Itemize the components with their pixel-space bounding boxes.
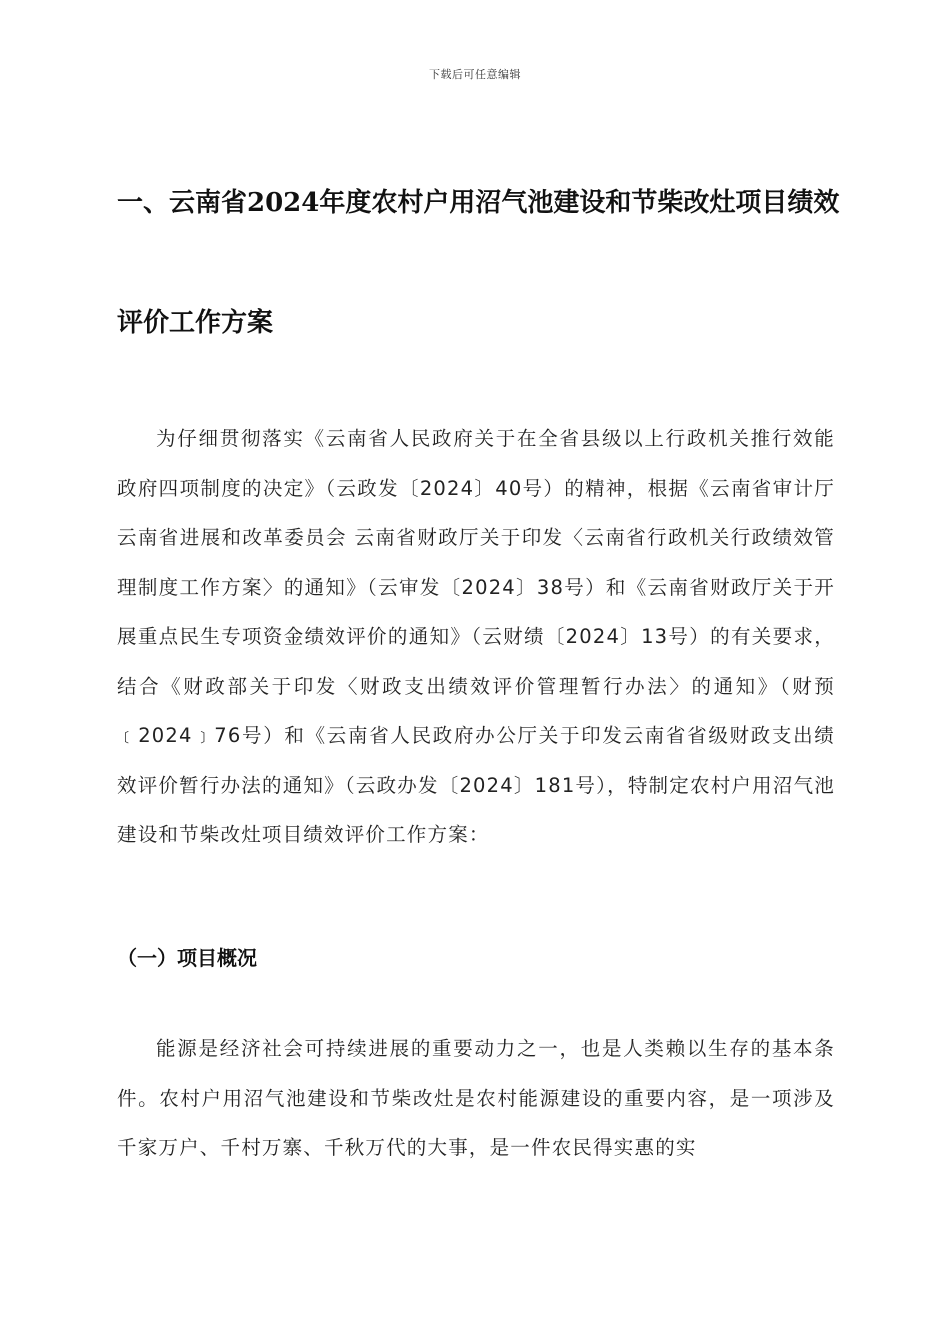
document-title-line-2: 评价工作方案	[117, 308, 274, 338]
body-paragraph-1: 为仔细贯彻落实《云南省人民政府关于在全省县级以上行政机关推行效能政府四项制度的决定》（云政发〔2024〕40号）的精神，根据《云南省审计厅 云南省进展和改革委员会 云南省财政厅关于印发〈云南省行政机关行政绩效管理制度工作方案〉的通知》（云审发〔2024〕38号）和《云南省财政厅关于开展重点民生专项资金绩效评价的通知》（云财绩〔2024〕13号）的有关要求，结合《财政部关于印发〈财政支出绩效评价管理暂行办法〉的通知》（财预﹝2024﹞76号）和《云南省人民政府办公厅关于印发云南省省级财政支出绩效评价暂行办法的通知》（云政办发〔2024〕181号），特制定农村户用沼气池建设和节柴改灶项目绩效评价工作方案：	[117, 427, 835, 846]
section-heading-project-overview: （一）项目概况	[117, 946, 257, 970]
body-paragraph-2: 能源是经济社会可持续进展的重要动力之一，也是人类赖以生存的基本条件。农村户用沼气池建设和节柴改灶是农村能源建设的重要内容，是一项涉及千家万户、千村万寨、千秋万代的大事，是一件农民得实惠的实	[117, 1037, 835, 1159]
document-title-line-1: 一、云南省2024年度农村户用沼气池建设和节柴改灶项目绩效	[117, 188, 840, 218]
header-note: 下载后可任意编辑	[429, 68, 521, 81]
